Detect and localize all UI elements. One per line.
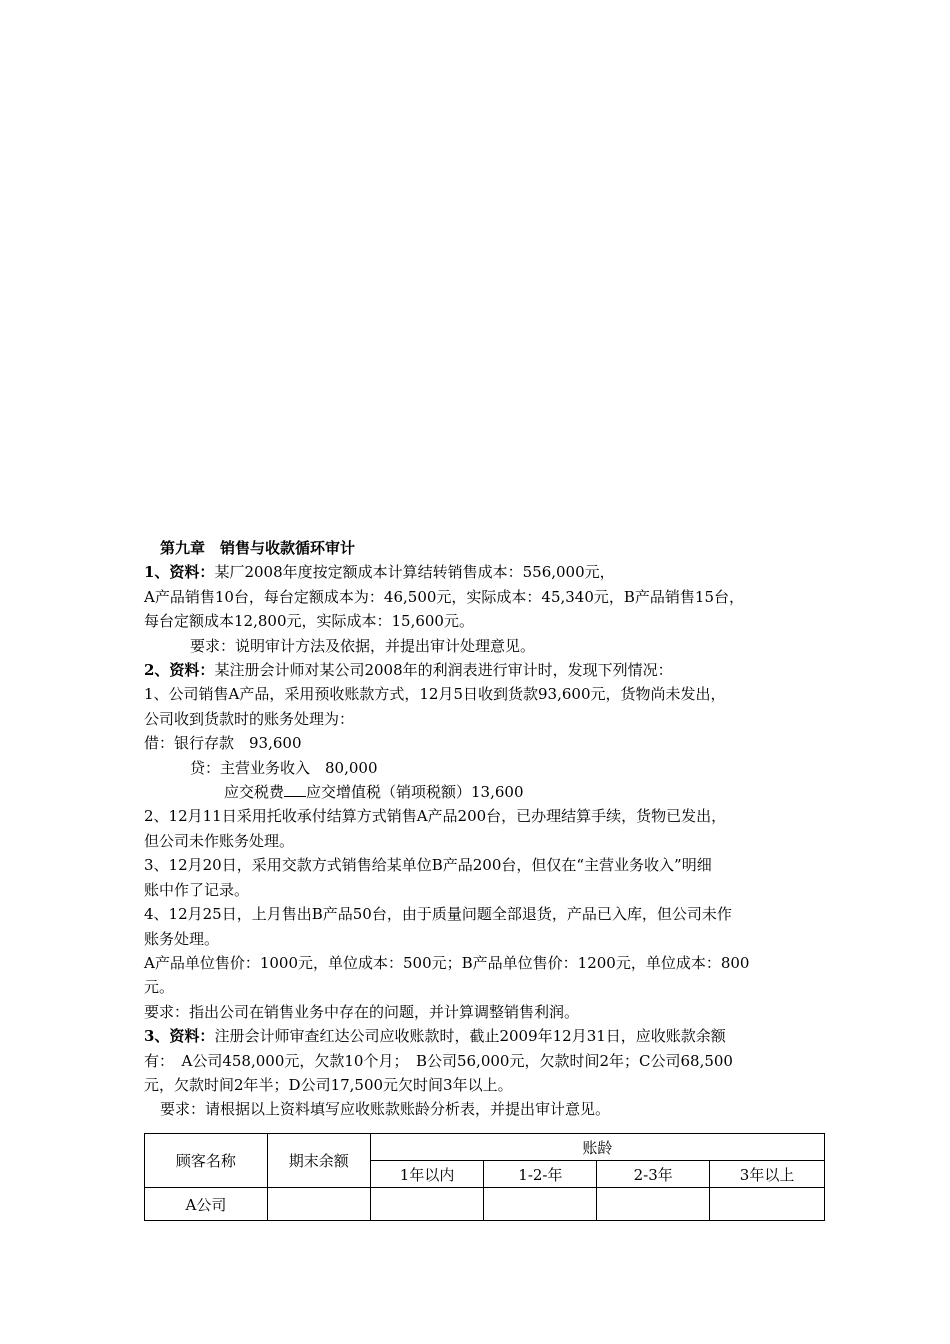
q3-line1: 3、资料：注册会计师审查红达公司应收账款时，截止2009年12月31日，应收账款余额 [144,1027,726,1046]
q1-line3: 每台定额成本12,800元，实际成本：15,600元。 [144,612,474,631]
q1-label: 1、资料： [144,563,215,582]
q1-line2: A产品销售10台，每台定额成本为：46,500元，实际成本：45,340元，B产品销售15台， [144,587,745,606]
q2-item1-line2: 公司收到货款时的账务处理为： [144,709,355,728]
q2-requirement: 要求：指出公司在销售业务中存在的问题，并计算调整销售利润。 [144,1002,580,1021]
q1-requirement: 要求：说明审计方法及依据，并提出审计处理意见。 [190,636,536,655]
q2-item1-line1: 1、公司销售A产品，采用预收账款方式，12月5日收到货款93,600元，货物尚未发出， [144,685,726,704]
q2-label: 2、资料： [144,661,215,680]
header-aging-within-1y: 1年以内 [370,1161,484,1188]
cell-aging-within-1y[interactable] [370,1188,484,1221]
cell-aging-1-2y[interactable] [484,1188,597,1221]
q2-price-line1: A产品单位售价：1000元，单位成本：500元；B产品单位售价：1200元，单位成本：800 [144,953,750,972]
underline-blank [284,782,306,797]
q3-line2: 有： A公司458,000元，欠款10个月； B公司56,000元，欠款时间2年；C公司68,500 [144,1051,733,1070]
header-customer: 顾客名称 [145,1134,268,1188]
header-balance: 期末余额 [267,1134,370,1188]
q2-item4-line2: 账务处理。 [144,929,220,948]
q2-entry-credit1: 贷：主营业务收入 80,000 [190,758,378,777]
q2-entry-credit2: 应交税费 应交增值税（销项税额）13,600 [224,783,524,802]
table-row [145,1188,825,1221]
aging-analysis-table [144,1133,825,1221]
header-aging-over-3y: 3年以上 [710,1161,825,1188]
header-aging: 账龄 [370,1134,824,1161]
chapter-title: 第九章 销售与收款循环审计 [160,539,356,557]
q3-label: 3、资料： [144,1027,215,1046]
q2-item4-line1: 4、12月25日，上月售出B产品50台，由于质量问题全部退货，产品已入库，但公司未作 [144,905,732,924]
q2-entry-debit: 借：银行存款 93,600 [144,734,302,753]
q2-line1: 2、资料：某注册会计师对某公司2008年的利润表进行审计时，发现下列情况： [144,661,673,680]
q2-item2-line2: 但公司未作账务处理。 [144,831,295,850]
cell-aging-2-3y[interactable] [597,1188,710,1221]
header-aging-1-2y: 1-2-年 [484,1161,597,1188]
q2-price-line2: 元。 [144,978,175,997]
q2-item3-line2: 账中作了记录。 [144,880,250,899]
cell-balance[interactable] [267,1188,370,1221]
q2-item2-line1: 2、12月11日采用托收承付结算方式销售A产品200台，已办理结算手续，货物已发出， [144,807,727,826]
document-body [144,536,824,1122]
header-aging-2-3y: 2-3年 [597,1161,710,1188]
q3-requirement: 要求：请根据以上资料填写应收账款账龄分析表，并提出审计意见。 [160,1100,611,1119]
cell-customer: A公司 [145,1188,268,1221]
table-header-row [145,1134,825,1161]
cell-aging-over-3y[interactable] [710,1188,825,1221]
q2-item3-line1: 3、12月20日，采用交款方式销售给某单位B产品200台，但仅在“主营业务收入”明细 [144,856,712,875]
q3-line3: 元，欠款时间2年半；D公司17,500元欠时间3年以上。 [144,1075,513,1094]
q1-line1: 1、资料：某厂2008年度按定额成本计算结转销售成本：556,000元， [144,563,615,582]
